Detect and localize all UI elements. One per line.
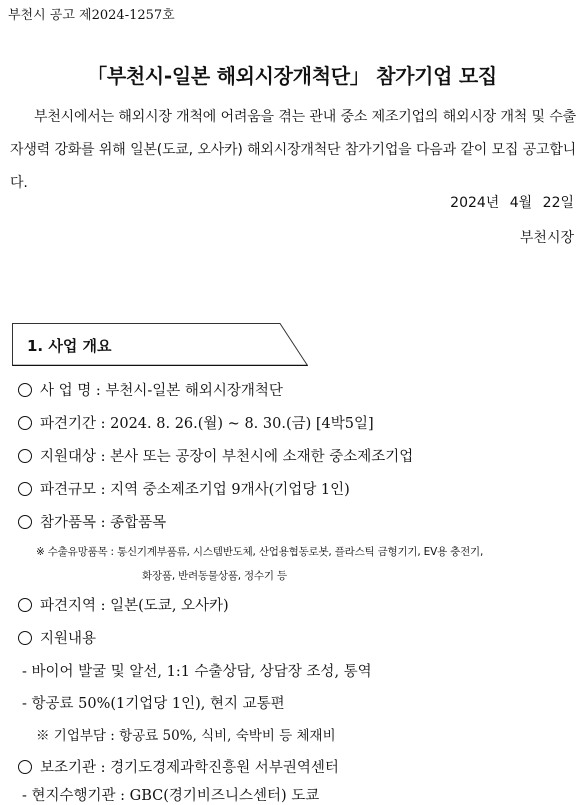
section-1-title: 1. 사업 개요 (27, 337, 112, 355)
item-products (18, 511, 166, 532)
circle-bullet-icon (18, 416, 32, 430)
item-support-content (18, 627, 96, 648)
item-dispatch-scale (18, 478, 350, 499)
notice-date: 2024년 4월 22일 (450, 195, 574, 211)
item-aux-agency (18, 756, 339, 777)
circle-bullet-icon (18, 631, 32, 645)
products-note-line-1: ※ 수출유망품목 : 통신기계부품류, 시스템반도체, 산업용협동로봇, 플라스틱 금형기기, EV용 충전기, (36, 546, 484, 558)
item-text: 참가품목 : 종합품목 (40, 515, 167, 531)
document-title: 「부천시-일본 해외시장개척단」 참가기업 모집 (87, 64, 497, 88)
support-note: ※ 기업부담 : 항공료 50%, 식비, 숙박비 등 체재비 (36, 728, 336, 744)
circle-bullet-icon (18, 760, 32, 774)
support-sub-item-1: - 바이어 발굴 및 알선, 1:1 수출상담, 상담장 조성, 통역 (22, 664, 372, 680)
issuer: 부천시장 (519, 230, 574, 246)
circle-bullet-icon (18, 482, 32, 496)
item-text: 파견지역 : 일본(도쿄, 오사카) (40, 598, 229, 614)
support-sub-item-2: - 항공료 50%(1기업당 1인), 현지 교통편 (22, 696, 285, 712)
notice-number: 부천시 공고 제2024-1257호 (8, 8, 175, 23)
item-text: 지원내용 (40, 631, 97, 647)
intro-paragraph: 부천시에서는 해외시장 개척에 어려움을 겪는 관내 중소 제조기업의 해외시장 개척 및 수출자생력 강화를 위해 일본(도쿄, 오사카) 해외시장개척단 참가기업을 다음과 같이 모집 공고합니다. (10, 109, 576, 191)
products-note-line-2: 화장품, 반려동물상품, 정수기 등 (142, 570, 287, 582)
circle-bullet-icon (18, 515, 32, 529)
item-text: 파견규모 : 지역 중소제조기업 9개사(기업당 1인) (40, 482, 350, 498)
circle-bullet-icon (18, 598, 32, 612)
item-text: 사 업 명 : 부천시-일본 해외시장개척단 (40, 383, 283, 399)
item-business-name (18, 379, 283, 400)
section-1-header (12, 323, 308, 366)
circle-bullet-icon (18, 449, 32, 463)
item-dispatch-region (18, 594, 229, 615)
item-dispatch-period (18, 412, 374, 433)
item-text: 보조기관 : 경기도경제과학진흥원 서부권역센터 (40, 760, 339, 776)
local-agency-sub-item: - 현지수행기관 : GBC(경기비즈니스센터) 도쿄 (22, 788, 320, 804)
item-text: 지원대상 : 본사 또는 공장이 부천시에 소재한 중소제조기업 (40, 449, 414, 465)
circle-bullet-icon (18, 383, 32, 397)
item-text: 파견기간 : 2024. 8. 26.(월) ~ 8. 30.(금) [4박5일] (40, 416, 374, 432)
item-support-target (18, 445, 413, 466)
